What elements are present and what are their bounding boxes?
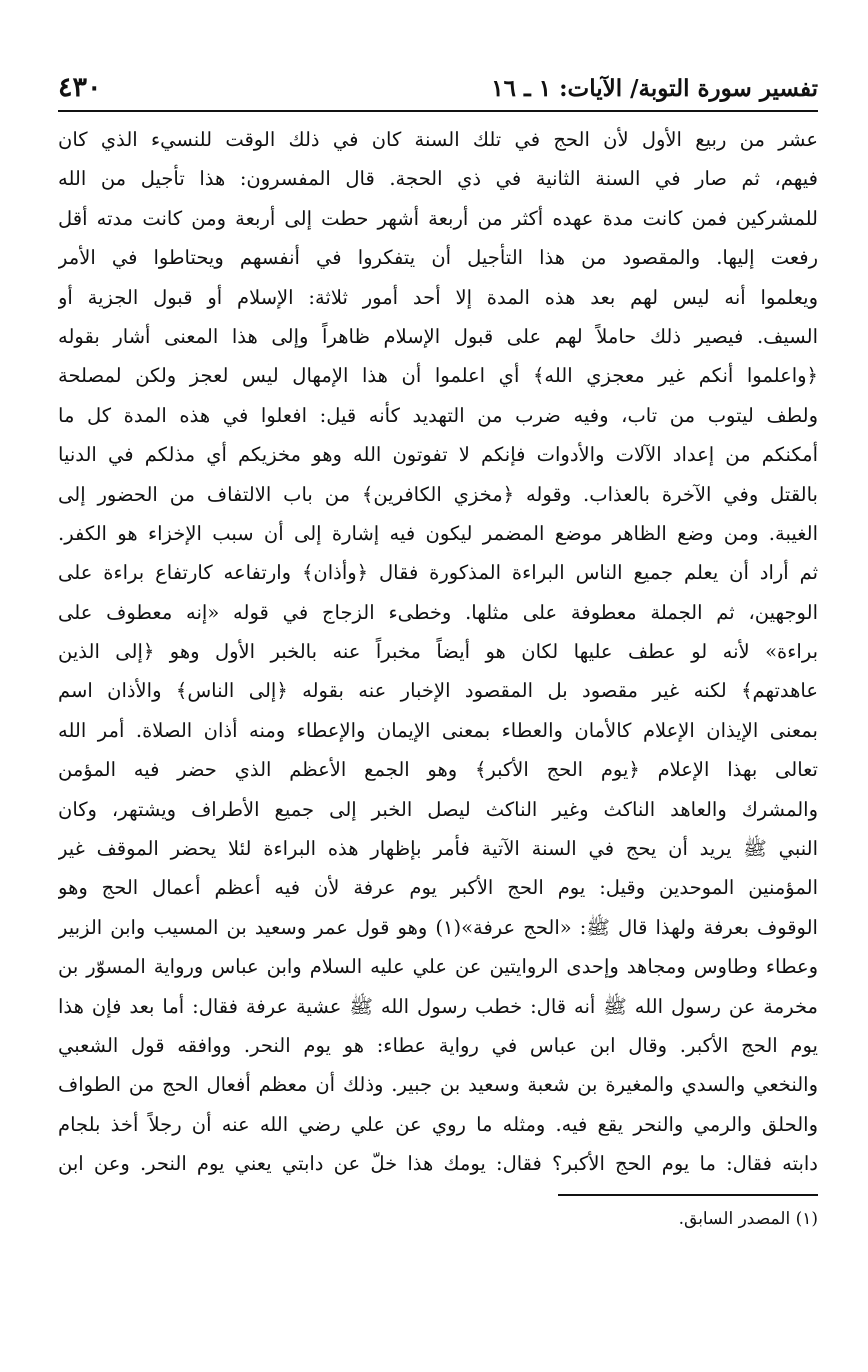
text-line: عشر من ربيع الأول لأن الحج في تلك السنة كان في ذلك الوقت للنسيء الذي كان (58, 128, 818, 151)
text-line: ثم أراد أن يعلم جميع الناس البراءة المذكورة فقال ﴿وأذان﴾ وارتفاعه كارتفاع براءة على (58, 561, 818, 585)
footnote: (١) المصدر السابق. (678, 1208, 818, 1229)
body-text (58, 120, 818, 1184)
text-line: فيهم، ثم صار في السنة الثانية في ذي الحجة. قال المفسرون: هذا تأجيل من الله (58, 167, 818, 191)
text-line: للمشركين فمن كانت مدة عهده أكثر من أربعة أشهر حطت إلى أربعة ومن كانت مدته أقل (58, 206, 818, 230)
text-line: رفعت إليها. والمقصود من هذا التأجيل أن يتفكروا في أنفسهم ويحتاطوا في الأمر (58, 246, 818, 270)
text-line: ولطف ليتوب من تاب، وفيه ضرب من التهديد كأنه قيل: افعلوا في هذه المدة كل ما (58, 403, 818, 427)
text-line: الغيبة. ومن وضع الظاهر موضع المضمر ليكون فيه إشارة إلى أن سبب الإخزاء هو الكفر. (58, 521, 818, 545)
running-title: تفسير سورة التوبة/ الآيات: ١ ـ ١٦ (491, 75, 818, 102)
text-line: ويعلموا أنه ليس لهم بعد هذه المدة إلا أحد أمور ثلاثة: الإسلام أو قبول الجزية أو (58, 285, 818, 309)
text-line: بمعنى الإيذان الإعلام كالأمان والعطاء بمعنى الإيمان والإعطاء ومنه أذان الصلاة. أمر الله (58, 718, 818, 742)
text-line: تعالى بهذا الإعلام ﴿يوم الحج الأكبر﴾ وهو الجمع الأعظم الذي حضر فيه المؤمن (58, 758, 818, 782)
text-line: والمشرك والعاهد الناكث وغير الناكث ليصل الخبر إلى جميع الأطراف ويشتهر، وكان (58, 797, 818, 821)
text-line: ﴿واعلموا أنكم غير معجزي الله﴾ أي اعلموا أن هذا الإمهال ليس لعجز ولكن لمصلحة (58, 364, 818, 388)
text-line: المؤمنين الموحدين وقيل: يوم الحج الأكبر يوم عرفة لأن فيه أعظم أعمال الحج وهو (58, 876, 818, 900)
text-line: الوقوف بعرفة ولهذا قال ﷺ: «الحج عرفة»(١) وهو قول عمر وسعيد بن المسيب وابن الزبير (58, 915, 818, 939)
text-line: السيف. فيصير ذلك حاملاً لهم على قبول الإسلام ظاهراً وإلى هذا المعنى أشار بقوله (58, 324, 818, 348)
text-line: النبي ﷺ يريد أن يحج في السنة الآتية فأمر بإظهار هذه البراءة لئلا يحضر الموقف غير (58, 837, 818, 861)
page-header (58, 62, 818, 108)
text-line: وعطاء وطاوس ومجاهد وإحدى الروايتين عن علي عليه السلام وابن عباس ورواية المسوّر بن (58, 955, 818, 979)
text-line: الوجهين، ثم الجملة معطوفة على مثلها. وخطىء الزجاج في قوله «إنه معطوف على (58, 600, 818, 624)
page-number: ٤٣٠ (58, 72, 102, 103)
text-line: والنخعي والسدي والمغيرة بن شعبة وسعيد بن جبير. وذلك أن معظم أفعال الحج من الطواف (58, 1073, 818, 1097)
header-rule (58, 110, 818, 112)
text-line: عاهدتهم﴾ لكنه غير مقصود بل المقصود الإخبار عنه بقوله ﴿إلى الناس﴾ والأذان اسم (58, 679, 818, 703)
text-line: بالقتل وفي الآخرة بالعذاب. وقوله ﴿مخزي الكافرين﴾ من باب الالتفاف من الحضور إلى (58, 482, 818, 506)
footnote-rule (558, 1194, 818, 1196)
text-line: والحلق والرمي والنحر يقع فيه. ومثله ما روي عن علي رضي الله عنه أن رجلاً أخذ بلجام (58, 1112, 818, 1136)
text-line: يوم الحج الأكبر. وقال ابن عباس في رواية عطاء: هو يوم النحر. ووافقه قول الشعبي (58, 1033, 818, 1057)
text-line: أمكنكم من إعداد الآلات والأدوات فإنكم لا تفوتون الله وهو مخزيكم أي مذلكم في الدنيا (58, 443, 818, 467)
text-line: براءة» لأنه لو عطف عليها لكان هو أيضاً مخبراً عنه بالخبر الأول وهو ﴿إلى الذين (58, 640, 818, 664)
text-line: دابته فقال: ما يوم الحج الأكبر؟ فقال: يومك هذا خلّ عن دابتي يعني يوم النحر. وعن ابن (58, 1152, 818, 1176)
text-line: مخرمة عن رسول الله ﷺ أنه قال: خطب رسول الله ﷺ عشية عرفة فقال: أما بعد فإن هذا (58, 994, 818, 1018)
page (58, 62, 818, 1322)
